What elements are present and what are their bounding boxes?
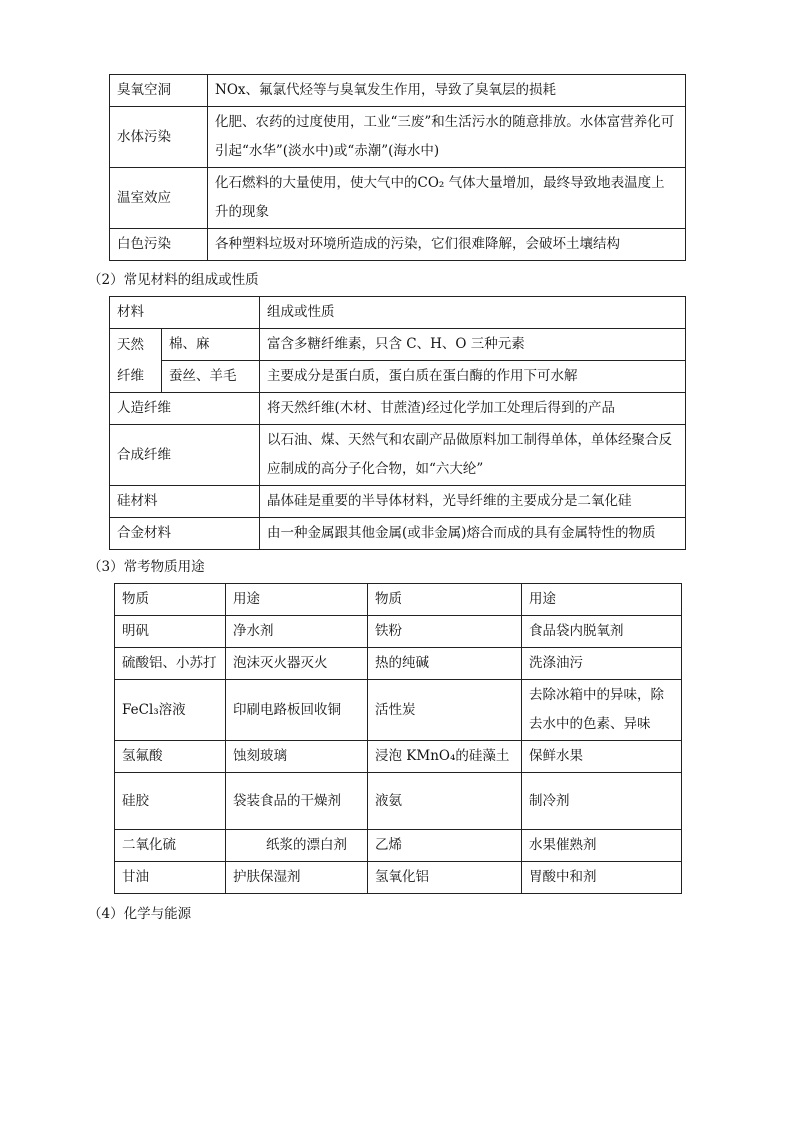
section-heading-uses: （3）常考物质用途 [88,559,205,575]
table-row [110,297,686,329]
section-heading-materials: （2）常见材料的组成或性质 [88,272,259,288]
env-name: 水体污染 [110,107,208,168]
substance-cell: FeCl₃溶液 [115,680,226,741]
env-desc: 化石燃料的大量使用，使大气中的CO₂ 气体大量增加，最终导致地表温度上升的现象 [208,168,686,229]
substance-cell: 铁粉 [368,616,522,648]
uses-table [114,583,682,894]
use-cell: 去除冰箱中的异味，除去水中的色素、异味 [522,680,682,741]
env-name: 臭氧空洞 [110,75,208,107]
use-cell: 净水剂 [226,616,368,648]
material-name: 人造纤维 [110,393,260,425]
material-desc: 富含多糖纤维素，只含 C、H、O 三种元素 [260,329,686,361]
table-row [110,229,686,261]
table-row [110,107,686,168]
substance-cell: 液氨 [368,773,522,830]
table-row [110,486,686,518]
use-cell: 纸浆的漂白剂 [226,830,368,862]
material-desc: 将天然纤维(木材、甘蔗渣)经过化学加工处理后得到的产品 [260,393,686,425]
substance-cell: 甘油 [115,862,226,894]
use-cell: 印刷电路板回收铜 [226,680,368,741]
material-name: 合成纤维 [110,425,260,486]
substance-cell: 硫酸铝、小苏打 [115,648,226,680]
use-cell: 保鲜水果 [522,741,682,773]
section-heading-energy: （4）化学与能源 [88,906,192,922]
substance-cell: 氢氧化铝 [368,862,522,894]
use-cell: 胃酸中和剂 [522,862,682,894]
env-problems-table [109,74,686,261]
header-use: 用途 [522,584,682,616]
substance-cell: 浸泡 KMnO₄的硅藻土 [368,741,522,773]
material-desc: 由一种金属跟其他金属(或非金属)熔合而成的具有金属特性的物质 [260,518,686,550]
header-material: 材料 [110,297,260,329]
table-row [115,830,682,862]
material-name: 合金材料 [110,518,260,550]
use-cell: 护肤保湿剂 [226,862,368,894]
header-use: 用途 [226,584,368,616]
use-cell: 洗涤油污 [522,648,682,680]
table-row [115,616,682,648]
use-cell: 袋装食品的干燥剂 [226,773,368,830]
substance-cell: 活性炭 [368,680,522,741]
table-row [110,329,686,361]
env-name: 白色污染 [110,229,208,261]
material-desc: 以石油、煤、天然气和农副产品做原料加工制得单体，单体经聚合反应制成的高分子化合物，如“六大纶” [260,425,686,486]
substance-cell: 明矾 [115,616,226,648]
substance-cell: 氢氟酸 [115,741,226,773]
substance-cell: 二氧化硫 [115,830,226,862]
header-composition: 组成或性质 [260,297,686,329]
table-row [110,518,686,550]
material-name: 硅材料 [110,486,260,518]
table-row [110,425,686,486]
table-row [110,75,686,107]
table-row [115,862,682,894]
natural-fiber-label: 天然 纤维 [110,329,162,393]
table-row [115,741,682,773]
env-name: 温室效应 [110,168,208,229]
materials-table [109,296,686,550]
material-desc: 主要成分是蛋白质，蛋白质在蛋白酶的作用下可水解 [260,361,686,393]
header-substance: 物质 [368,584,522,616]
material-desc: 晶体硅是重要的半导体材料，光导纤维的主要成分是二氧化硅 [260,486,686,518]
env-desc: 各种塑料垃圾对环境所造成的污染，它们很难降解，会破坏土壤结构 [208,229,686,261]
use-cell: 食品袋内脱氧剂 [522,616,682,648]
table-row [115,584,682,616]
use-cell: 蚀刻玻璃 [226,741,368,773]
material-subtype: 蚕丝、羊毛 [162,361,260,393]
table-row [115,648,682,680]
header-substance: 物质 [115,584,226,616]
material-subtype: 棉、麻 [162,329,260,361]
substance-cell: 硅胶 [115,773,226,830]
use-cell: 泡沫灭火器灭火 [226,648,368,680]
env-desc: 化肥、农药的过度使用，工业“三废”和生活污水的随意排放。水体富营养化可引起“水华”(淡水中)或“赤潮”(海水中) [208,107,686,168]
use-cell: 水果催熟剂 [522,830,682,862]
table-row [110,168,686,229]
substance-cell: 乙烯 [368,830,522,862]
use-cell: 制冷剂 [522,773,682,830]
env-desc: NOx、氟氯代烃等与臭氧发生作用，导致了臭氧层的损耗 [208,75,686,107]
table-row [110,393,686,425]
substance-cell: 热的纯碱 [368,648,522,680]
table-row [110,361,686,393]
table-row [115,680,682,741]
table-row [115,773,682,830]
